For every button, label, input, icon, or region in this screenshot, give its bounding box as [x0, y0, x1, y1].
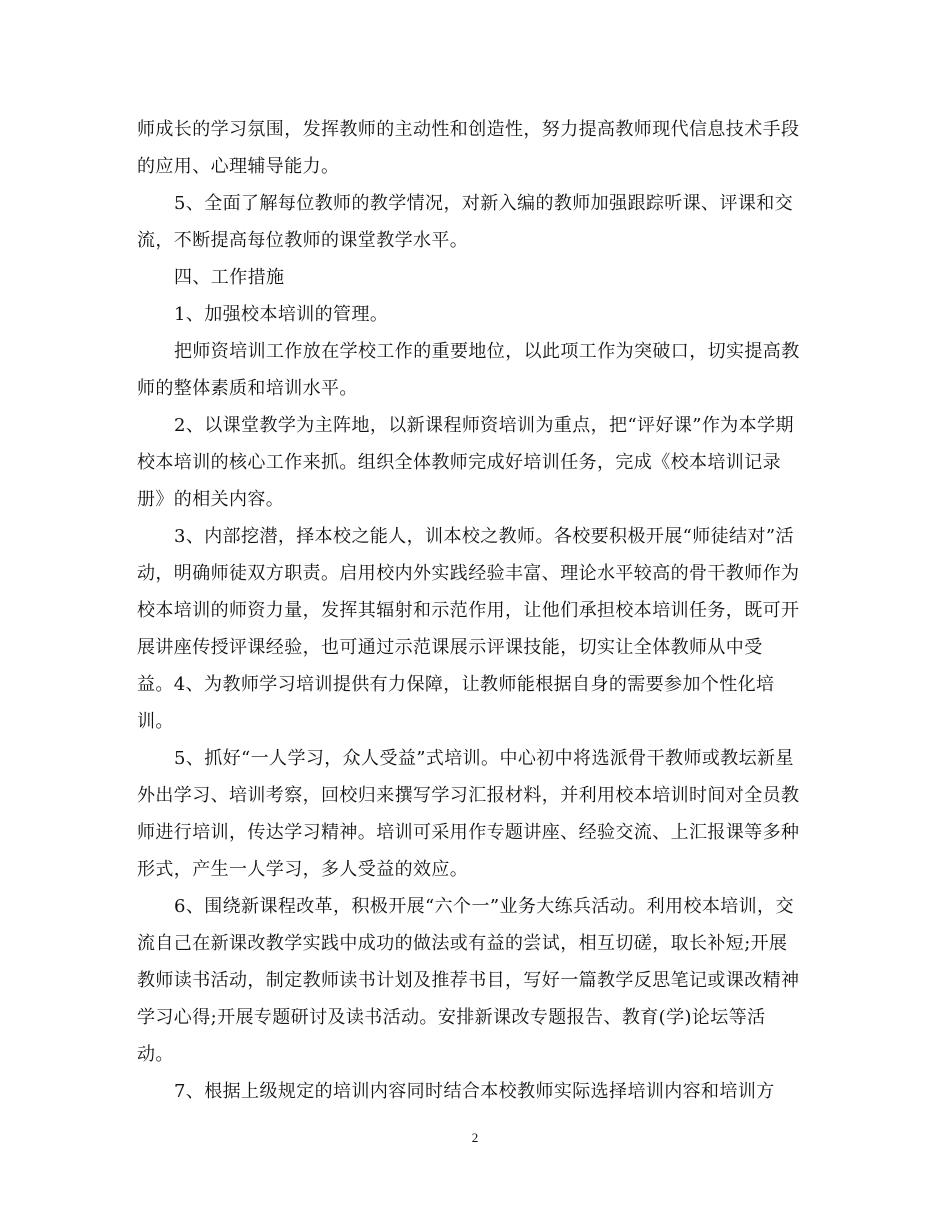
text-line-16: 益。4、为教师学习培训提供有力保障，让教师能根据自身的需要参加个性化培	[137, 674, 775, 695]
text-line-19: 外出学习、培训考察，回校归来撰写学习汇报材料，并利用校本培训时间对全员教	[137, 785, 800, 806]
text-line-14: 校本培训的师资力量，发挥其辐射和示范作用，让他们承担校本培训任务，既可开	[137, 600, 800, 621]
text-line-20: 师进行培训，传达学习精神。培训可采用作专题讲座、经验交流、上汇报课等多种	[137, 822, 800, 843]
text-line-22: 6、围绕新课程改革，积极开展“六个一”业务大练兵活动。利用校本培训，交	[174, 896, 794, 917]
text-line-23: 流自己在新课改教学实践中成功的做法或有益的尝试，相互切磋，取长补短;开展	[137, 933, 788, 954]
text-line-6: 1、加强校本培训的管理。	[174, 304, 389, 325]
text-line-12: 3、内部挖潜，择本校之能人，训本校之教师。各校要积极开展“师徒结对”活	[174, 526, 794, 547]
text-line-26: 动。	[137, 1044, 174, 1065]
text-line-8: 师的整体素质和培训水平。	[137, 378, 358, 399]
text-line-3: 5、全面了解每位教师的教学情况，对新入编的教师加强跟踪听课、评课和交	[174, 193, 794, 214]
text-line-15: 展讲座传授评课经验，也可通过示范课展示评课技能，切实让全体教师从中受	[137, 637, 763, 658]
text-line-10: 校本培训的核心工作来抓。组织全体教师完成好培训任务，完成《校本培训记录	[137, 452, 781, 473]
section-heading: 四、工作措施	[174, 267, 285, 288]
text-line-11: 册》的相关内容。	[137, 489, 285, 510]
text-line-2: 的应用、心理辅导能力。	[137, 156, 340, 177]
text-line-25: 学习心得;开展专题研讨及读书活动。安排新课改专题报告、教育(学)论坛等活	[137, 1007, 766, 1028]
text-line-21: 形式，产生一人学习，多人受益的效应。	[137, 859, 469, 880]
text-line-24: 教师读书活动，制定教师读书计划及推荐书目，写好一篇教学反思笔记或课改精神	[137, 970, 800, 991]
text-line-17: 训。	[137, 711, 174, 732]
text-line-13: 动，明确师徒双方职责。启用校内外实践经验丰富、理论水平较高的骨干教师作为	[137, 563, 800, 584]
text-line-4: 流，不断提高每位教师的课堂教学水平。	[137, 230, 469, 251]
text-line-27: 7、根据上级规定的培训内容同时结合本校教师实际选择培训内容和培训方	[174, 1081, 775, 1102]
text-line-9: 2、以课堂教学为主阵地，以新课程师资培训为重点，把“评好课”作为本学期	[174, 415, 794, 436]
text-line-1: 师成长的学习氛围，发挥教师的主动性和创造性，努力提高教师现代信息技术手段	[137, 119, 800, 140]
text-line-18: 5、抓好“一人学习，众人受益”式培训。中心初中将选派骨干教师或教坛新星	[174, 748, 794, 769]
page-number: 2	[471, 1130, 479, 1145]
text-line-7: 把师资培训工作放在学校工作的重要地位，以此项工作为突破口，切实提高教	[174, 341, 800, 362]
